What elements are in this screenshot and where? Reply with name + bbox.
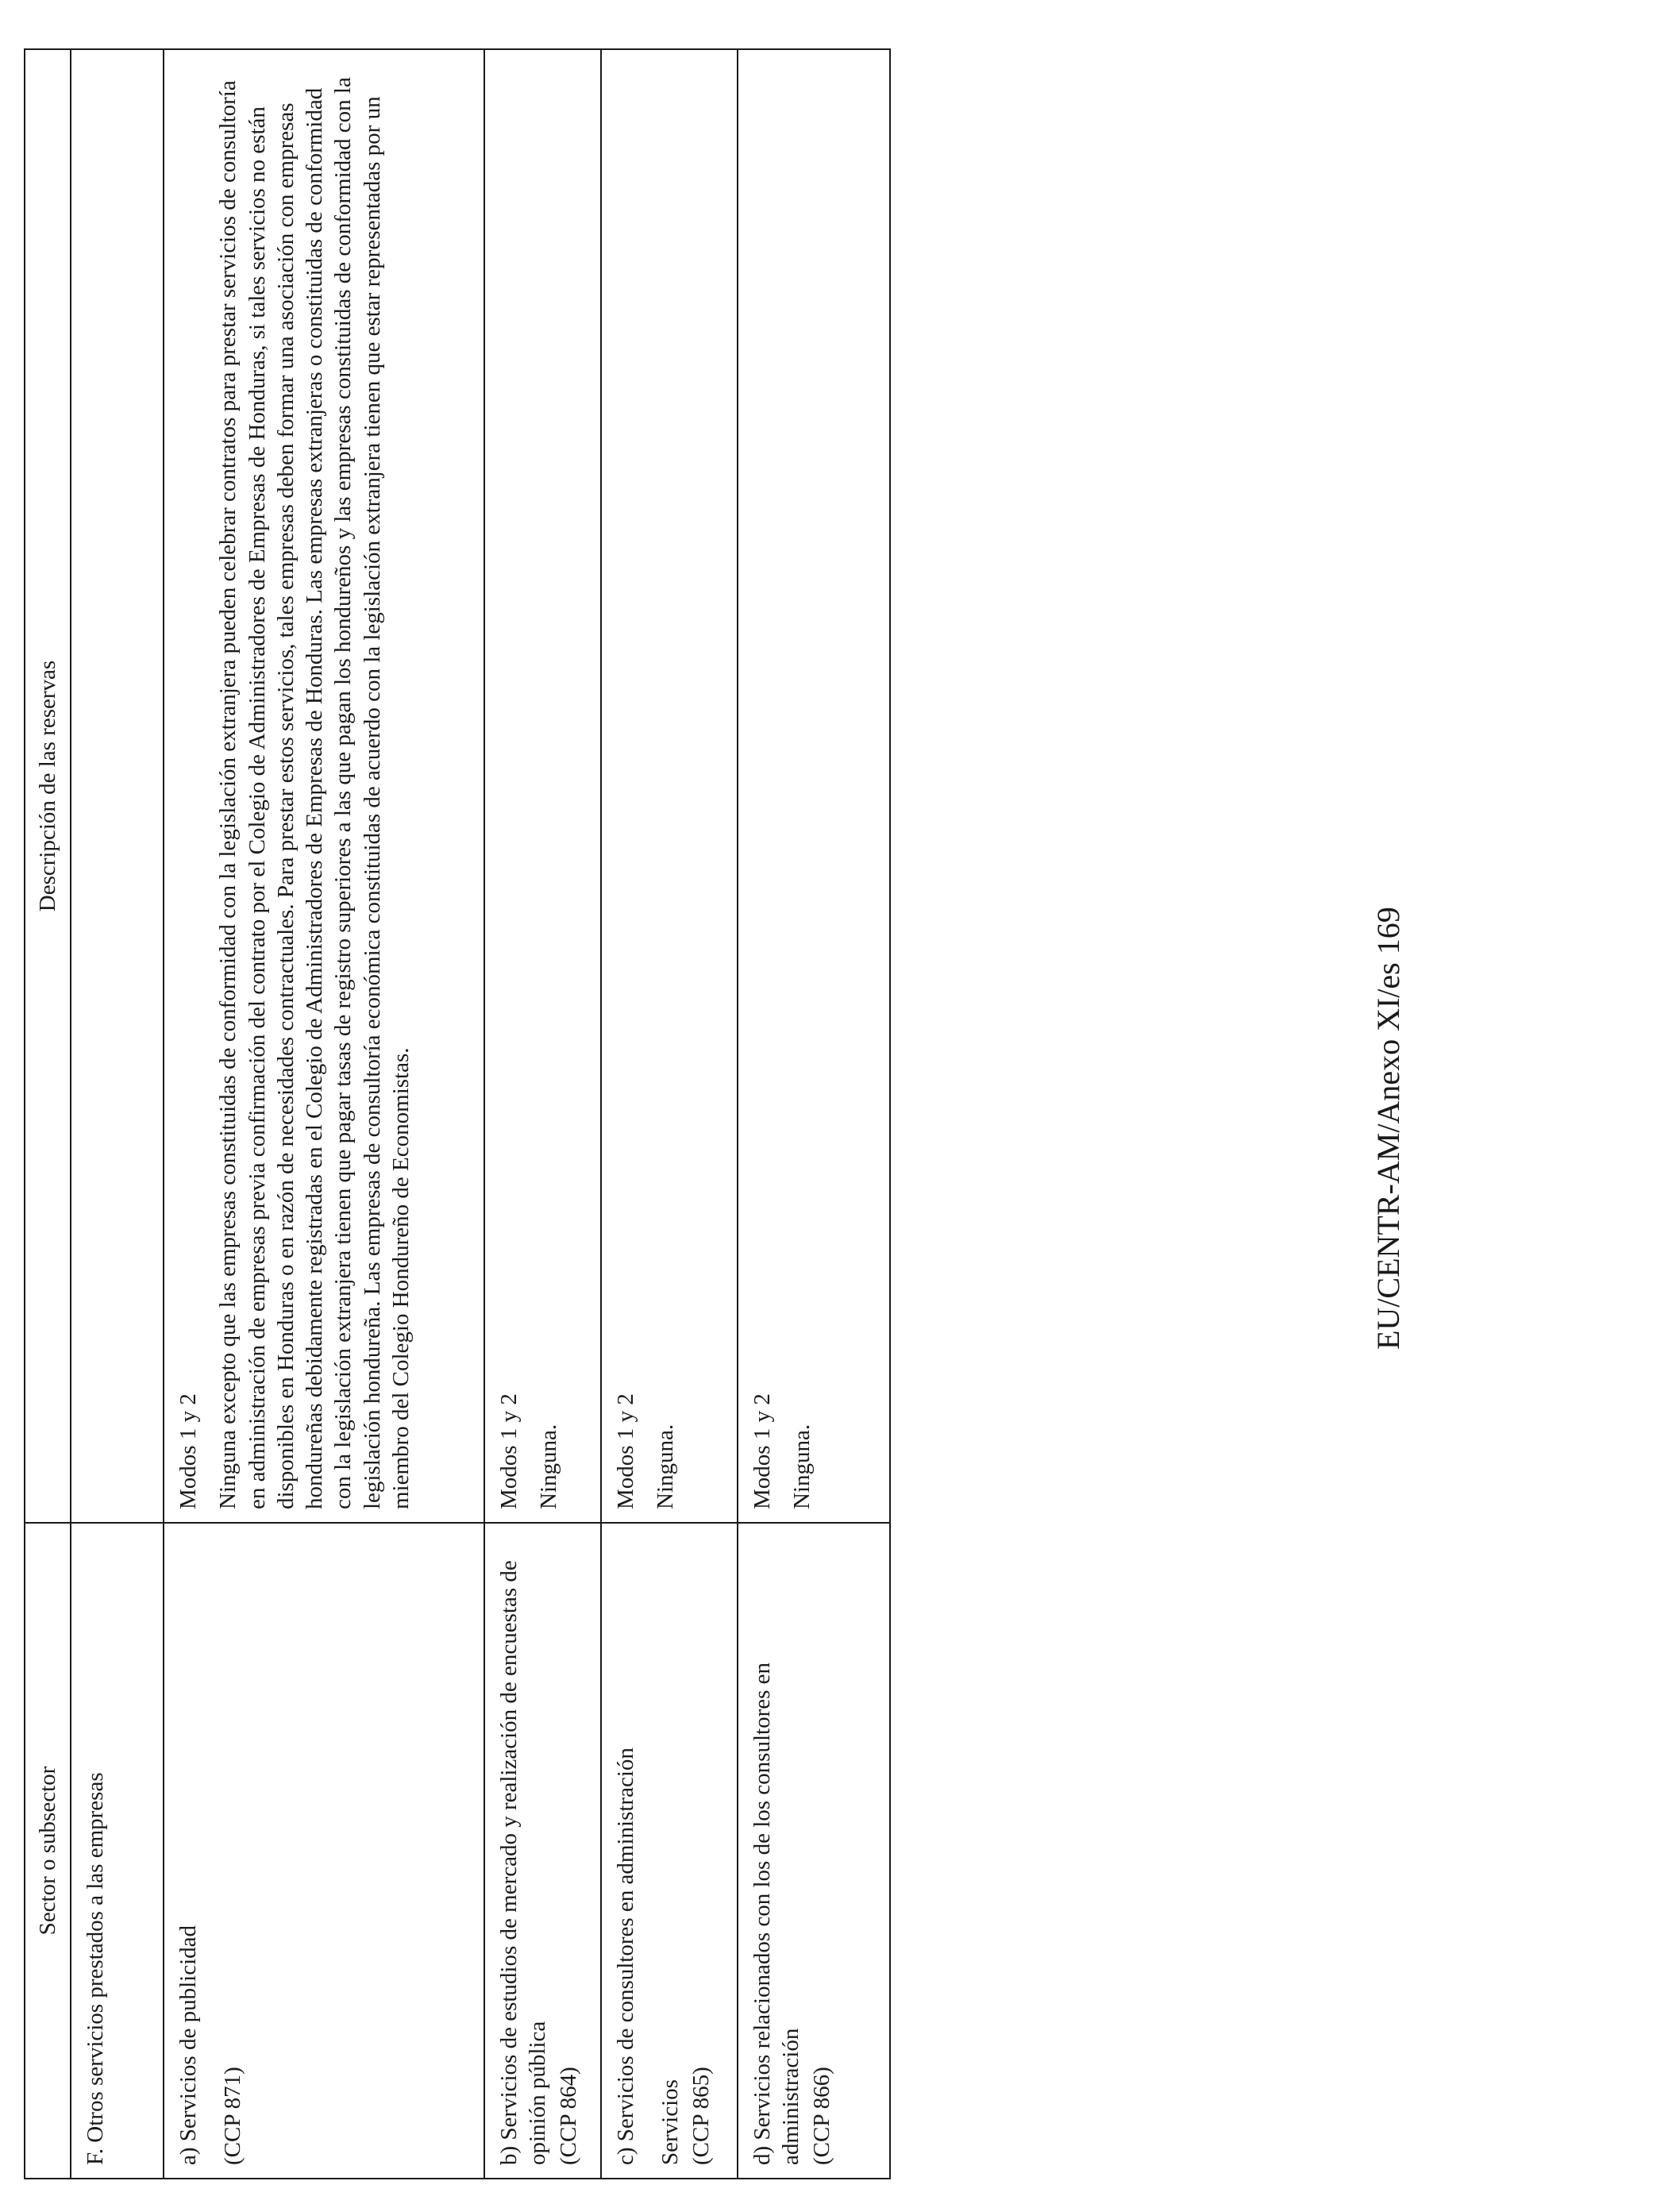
- description-text: Ninguna.: [536, 1424, 562, 1509]
- rotated-page: [24, 50, 889, 2179]
- description-cell: [601, 49, 738, 1523]
- reservations-table: [24, 48, 891, 2179]
- sector-code: (CCP 864): [555, 2067, 581, 2165]
- description-text: Ninguna.: [789, 1424, 815, 1509]
- table-row: [484, 49, 601, 2179]
- header-sector: Sector o subsector: [25, 1523, 71, 2179]
- table-header-row: [25, 49, 71, 2179]
- description-cell: [738, 49, 890, 1523]
- sector-extra: Servicios: [657, 2079, 684, 2165]
- sector-name: a) Servicios de publicidad: [175, 1925, 201, 2165]
- description-cell: [484, 49, 601, 1523]
- sector-cell: [164, 1523, 484, 2179]
- modes-label: Modos 1 y 2: [175, 1393, 201, 1509]
- section-title: F. Otros servicios prestados a las empresas: [71, 1523, 164, 2179]
- table-row: [738, 49, 890, 2179]
- header-description: Descripción de las reservas: [25, 49, 71, 1523]
- description-text: Ninguna excepto que las empresas constituidas de conformidad con la legislación extranjera pueden celebrar contratos para prestar servicios de consultoría en administración de empresas previa confirmación del contrato por el Colegio de Administradores de Empresas de Honduras, si tales servicios no están disponibles en Honduras o en razón de necesidades contractuales. Para prestar estos servicios, tales empresas deben formar una asociación con empresas hondureñas debidamente registradas en el Colegio de Administradores de Empresas de Honduras. Las empresas extranjeras o constituidas de conformidad con la legislación extranjera tienen que pagar tasas de registro superiores a las que pagan los hondureños y las empresas constituidas de conformidad con la legislación hondureña. Las empresas de consultoría económica constituidas de acuerdo con la legislación extranjera tienen que estar representadas por un miembro del Colegio Hondureño de Economistas.: [215, 77, 414, 1509]
- sector-cell: [601, 1523, 738, 2179]
- description-text: Ninguna.: [653, 1424, 679, 1509]
- section-row: [71, 49, 164, 2179]
- document-reference: EU/CENTR-AM/Anexo XI/es 169: [1370, 907, 1406, 1350]
- sector-name: c) Servicios de consultores en administración: [613, 1747, 638, 2165]
- section-empty-cell: [71, 49, 164, 1523]
- modes-label: Modos 1 y 2: [613, 1393, 638, 1509]
- sector-cell: [484, 1523, 601, 2179]
- sector-code: (CCP 871): [220, 2067, 246, 2165]
- table-row: [164, 49, 484, 2179]
- sector-code: (CCP 865): [688, 2067, 714, 2165]
- description-cell: [164, 49, 484, 1523]
- sector-cell: [738, 1523, 890, 2179]
- sector-code: (CCP 866): [808, 2067, 834, 2165]
- sector-name: d) Servicios relacionados con los de los consultores en administración: [749, 1662, 804, 2165]
- modes-label: Modos 1 y 2: [496, 1393, 522, 1509]
- table-row: [601, 49, 738, 2179]
- sector-name: b) Servicios de estudios de mercado y realización de encuestas de opinión pública: [496, 1560, 551, 2165]
- modes-label: Modos 1 y 2: [749, 1393, 775, 1509]
